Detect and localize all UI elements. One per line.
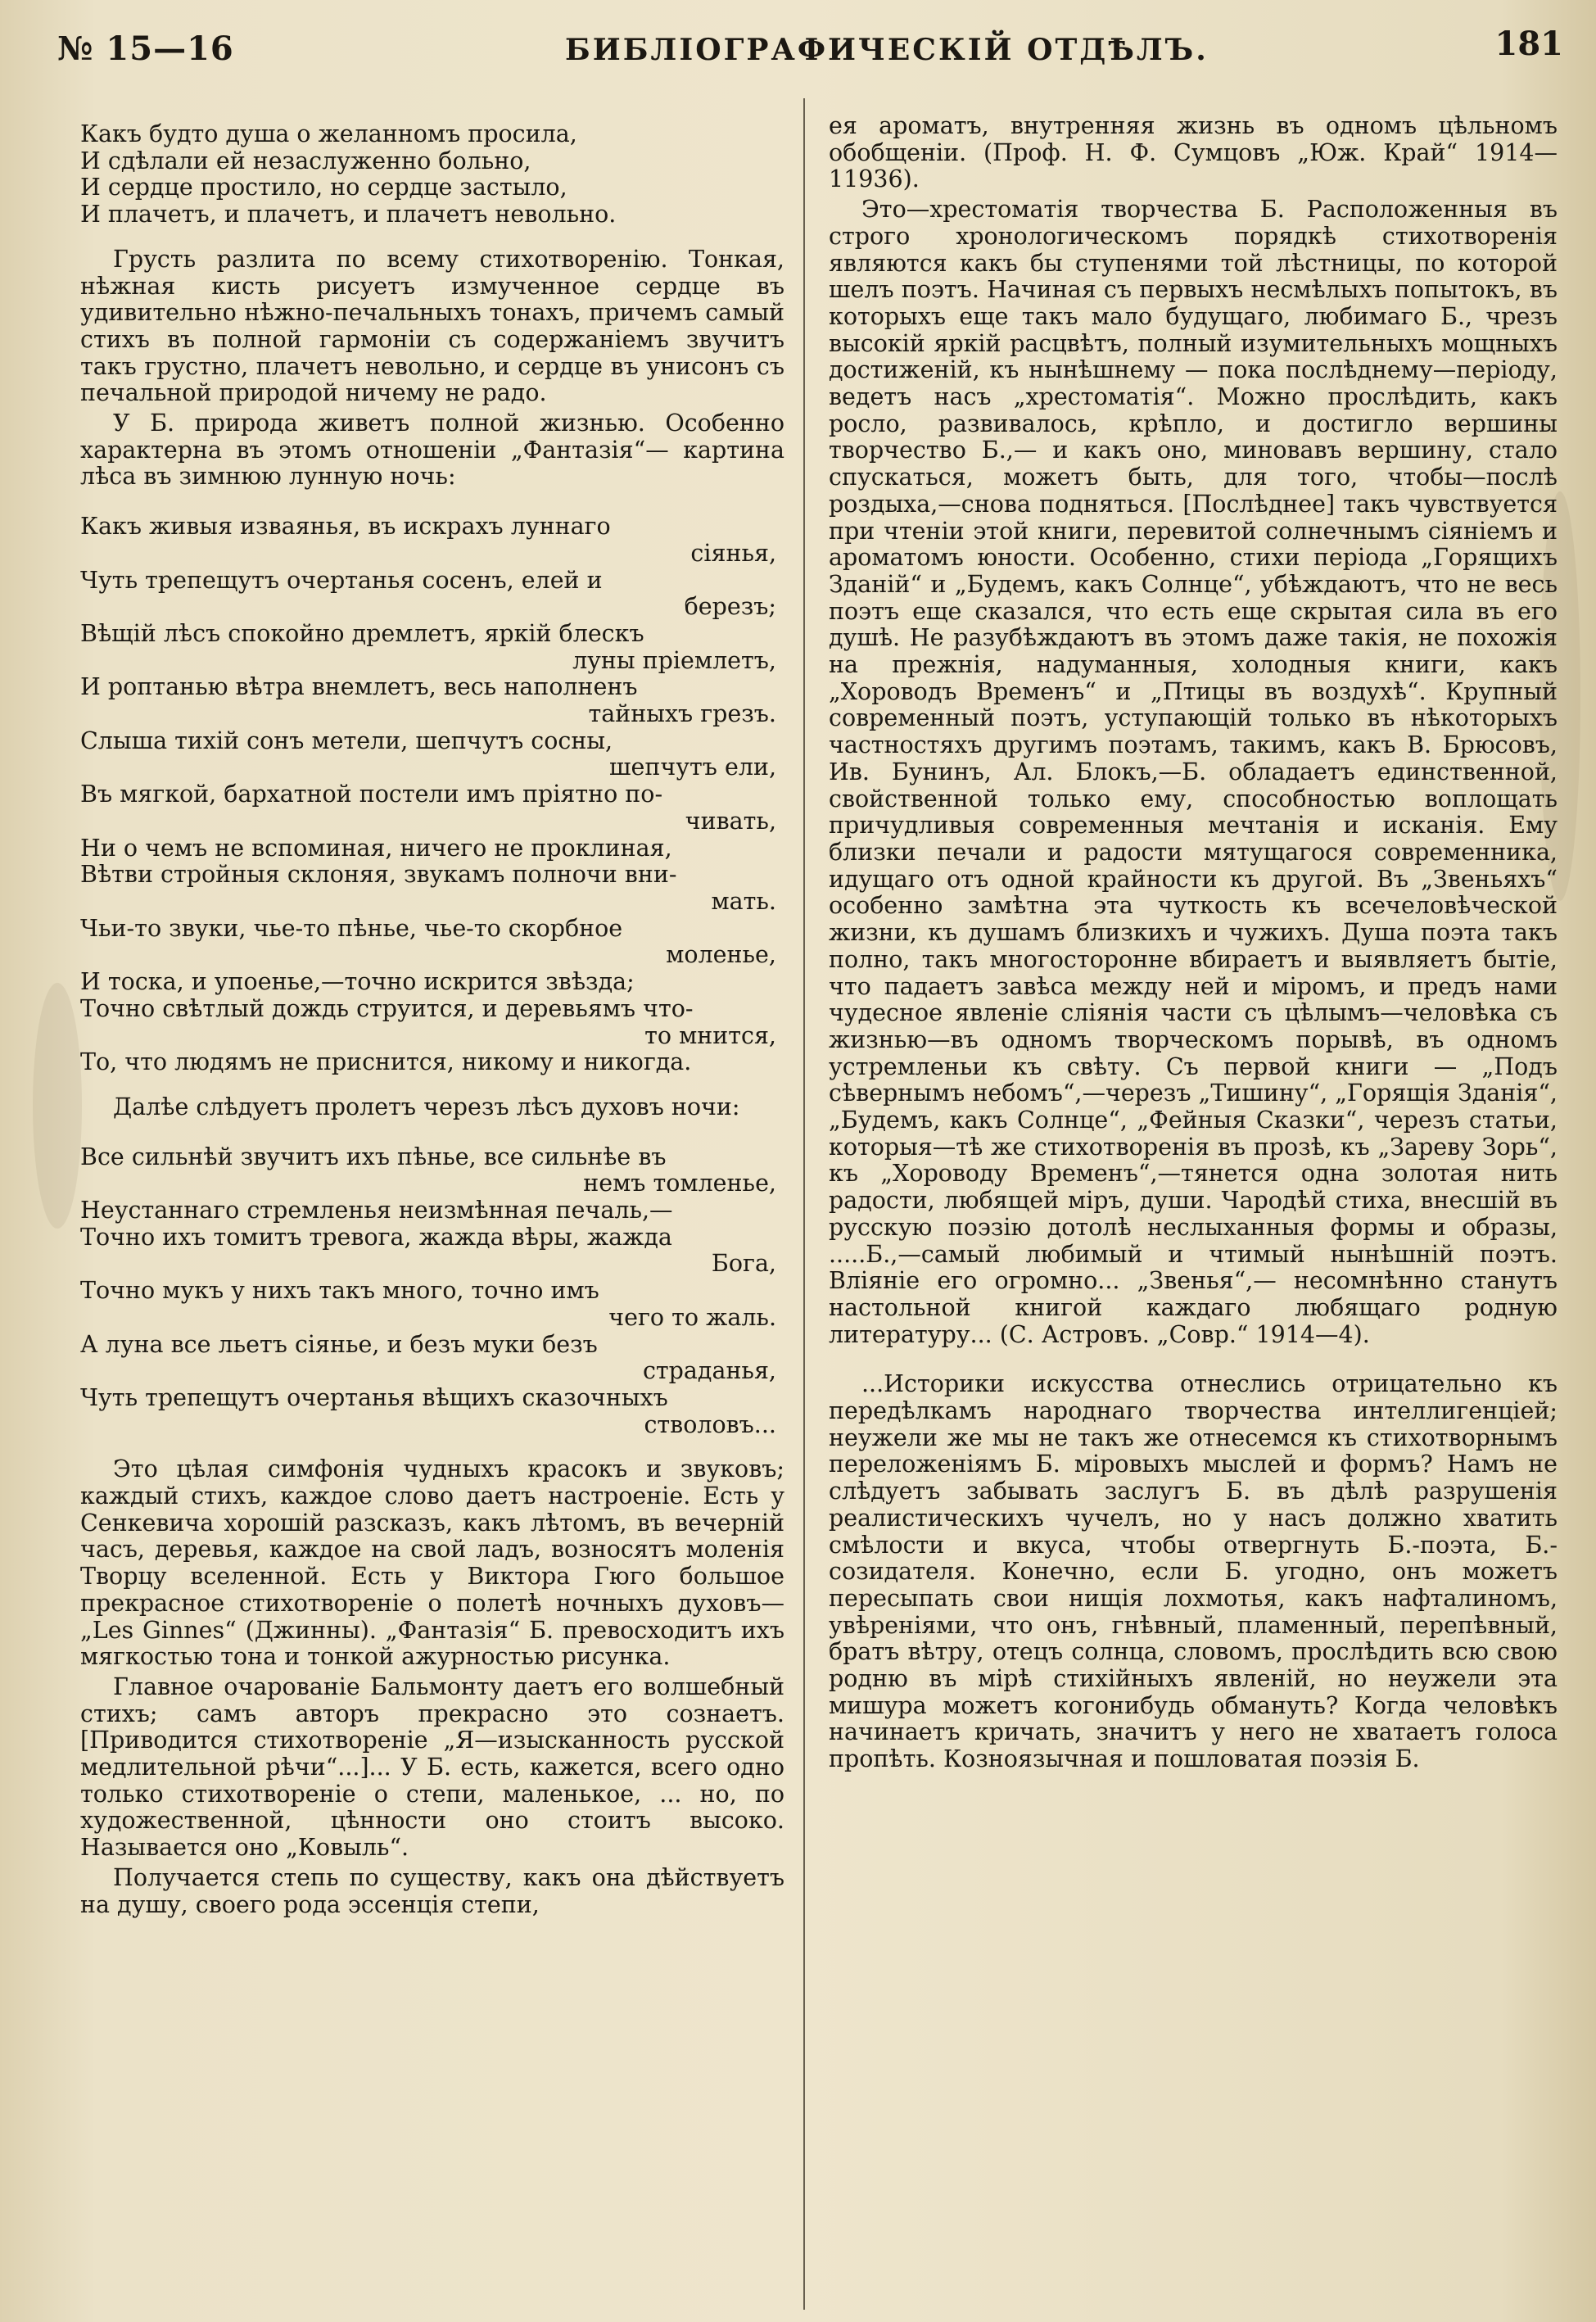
verse-line: мать. [711, 887, 776, 915]
verse-line: Какъ живыя изваянья, въ искрахъ луннаго [80, 513, 611, 541]
paragraph: Грусть разлита по всему стихотворенію. Тонкая, нѣжная кисть рисуетъ измученное сердце въ удивительно нѣжно-печальныхъ тонахъ, причемъ самый стихъ въ полной гармоніи съ содержаніемъ звучитъ такъ грустно, плачетъ невольно, и сердце въ унисонъ съ печальной природой ничему не радо. [80, 245, 784, 407]
paragraph: ея ароматъ, внутренняя жизнь въ одномъ цѣльномъ обобщеніи. (Проф. Н. Ф. Сумцовъ „Юж. Край“ 1914—11936). [829, 113, 1558, 193]
verse-line: немъ томленье, [583, 1170, 776, 1197]
verse-line: Вѣтви стройныя склоняя, звукамъ полночи вни- [80, 861, 677, 889]
verse-line: И сердце простило, но сердце застыло, [80, 174, 567, 201]
verse-line: Бога, [711, 1250, 776, 1278]
section-title: БИБЛІОГРАФИЧЕСКІЙ ОТДѢЛЪ. [565, 33, 1209, 67]
paragraph: Далѣе слѣдуетъ пролетъ черезъ лѣсъ духовъ ночи: [113, 1093, 740, 1120]
verse-line: Чуть трепещутъ очертанья вѣщихъ сказочныхъ [80, 1383, 668, 1411]
verse-line: Точно мукъ у нихъ такъ много, точно имъ [80, 1277, 599, 1305]
verse-line: чего то жаль. [608, 1303, 776, 1331]
verse-line: моленье, [666, 941, 776, 969]
verse-spirits [80, 1144, 784, 1439]
paragraph: Главное очарованіе Бальмонту даетъ его волшебный стихъ; самъ авторъ прекрасно это сознаетъ. [Приводится стихотвореніе „Я—изысканность русской медлительной рѣчи“...]... У Б. есть, кажется, всего одно только стихотвореніе о степи, маленькое, ... но, по художественной, цѣнности оно стоитъ высоко. Называется оно „Ковыль“. [80, 1672, 784, 1862]
verse-line: И плачетъ, и плачетъ, и плачетъ невольно. [80, 201, 617, 229]
verse-line: Ни о чемъ не вспоминая, ничего не проклиная, [80, 834, 672, 862]
verse-line: Все сильнѣй звучитъ ихъ пѣнье, все сильнѣе въ [80, 1143, 667, 1170]
left-column [80, 121, 784, 2316]
page-number: 181 [1494, 25, 1563, 63]
verse-line: И роптанью вѣтра внемлетъ, весь наполненъ [80, 673, 638, 701]
verse-line: то мнится, [644, 1021, 776, 1049]
verse-line: тайныхъ грезъ. [588, 700, 776, 728]
verse-line: И сдѣлали ей незаслуженно больно, [80, 147, 531, 174]
column-divider [803, 98, 805, 2310]
verse-fantasia [80, 514, 784, 1076]
verse-line: Чуть трепещутъ очертанья сосенъ, елей и [80, 566, 603, 594]
paragraph: ...Историки искусства отнеслись отрицательно къ передѣлкамъ народнаго творчества интеллигенціей; неужели же мы не такъ же отнесемся къ стихотворнымъ переложеніямъ Б. міровыхъ мыслей и формъ? Намъ не слѣдуетъ забывать заслугъ Б. въ дѣлѣ разрушенія реалистическихъ чучелъ, но у насъ должно хватить смѣлости и вкуса, чтобы отвергнуть Б.-поэта, Б.-созидателя. Конечно, если Б. угодно, онъ можетъ пересыпать свои нищія лохмотья, какъ нафталиномъ, увѣреніями, что онъ, гнѣвный, пламенный, перепѣвный, братъ вѣтру, отецъ солнца, словомъ, прослѣдить всю свою родню въ мірѣ стихійныхъ явленій, но неужели эта мишура можетъ когонибудь обмануть? Когда человѣкъ начинаетъ кричать, значитъ у него не хватаетъ голоса пропѣть. Козноязычная и пошловатая поэзія Б. [829, 1370, 1558, 1773]
verse-line: луны пріемлетъ, [572, 646, 776, 674]
page-header [57, 25, 1563, 79]
verse-line: чивать, [685, 807, 776, 835]
paragraph: Это цѣлая симфонія чудныхъ красокъ и звуковъ; каждый стихъ, каждое слово даетъ настроеніе. Есть у Сенкевича хорошій разсказъ, какъ лѣтомъ, въ вечерній часъ, деревья, каждое на свой ладъ, возносятъ моленія Творцу вселенной. Есть у Виктора Гюго большое прекрасное стихотвореніе о полетѣ ночныхъ духовъ—„Les Ginnes“ (Джинны). „Фантазія“ Б. превосходитъ ихъ мягкостью тона и тонкой ажурностью рисунка. [80, 1455, 784, 1671]
verse-line: А луна все льетъ сіянье, и безъ муки безъ [80, 1330, 598, 1358]
verse-line: березъ; [684, 593, 776, 621]
verse-line: Въ мягкой, бархатной постели имъ пріятно по- [80, 781, 663, 808]
verse-line: Неустаннаго стремленья неизмѣнная печаль,— [80, 1197, 673, 1224]
paragraph: У Б. природа живетъ полной жизнью. Особенно характерна въ этомъ отношеніи „Фантазія“— картина лѣса въ зимнюю лунную ночь: [80, 410, 784, 491]
verse-line: То, что людямъ не приснится, никому и никогда. [80, 1048, 692, 1076]
paragraph: Это—хрестоматія творчества Б. Расположенныя въ строго хронологическомъ порядкѣ стихотворенія являются какъ бы ступенями той лѣстницы, по которой шелъ поэтъ. Начиная съ первыхъ несмѣлыхъ попытокъ, въ которыхъ еще такъ мало будущаго, любимаго Б., чрезъ высокій яркій расцвѣтъ, полный изумительныхъ мощныхъ достиженій, къ нынѣшнему — пока послѣднему—періоду, ведетъ насъ „хрестоматія“. Можно прослѣдить, какъ росло, развивалось, крѣпло, и достигло вершины творчество Б.,— и какъ оно, миновавъ вершину, стало спускаться, можетъ быть, для того, чтобы—послѣ роздыха,—снова подняться. [Послѣднее] такъ чувствуется при чтеніи этой книги, перевитой солнечнымъ сіяніемъ и ароматомъ юности. Особенно, стихи періода „Горящихъ Зданій“ и „Будемъ, какъ Солнце“, убѣждаютъ, что не весь поэтъ еще сказался, что есть еще скрытая сила въ его душѣ. Не разубѣждаютъ въ этомъ даже такія, не похожія на прежнія, надуманныя, холодныя книги, какъ „Хороводъ Временъ“ и „Птицы въ воздухѣ“. Крупный современный поэтъ, уступающій только въ нѣкоторыхъ частностяхъ другимъ поэтамъ, такимъ, какъ В. Брюсовъ, Ив. Бунинъ, Ал. Блокъ,—Б. обладаетъ единственной, свойственной только ему, способностью воплощать причудливыя современныя мечтанія и исканія. Ему близки печали и радости мятущагося современника, идущаго отъ одной крайности къ другой. Въ „Звеньяхъ“ особенно замѣтна эта чуткость къ всечеловѣческой жизни, къ душамъ близкихъ и чужихъ. Душа поэта такъ полно, такъ многосторонне вбираетъ и выявляетъ бытіе, что падаетъ завѣса между ней и міромъ, и предъ нами чудесное явленіе слiянія части съ цѣлымъ—человѣка съ жизнью—въ одномъ творческомъ порывѣ, въ одномъ устремленьи къ свѣту. Съ первой книги — „Подъ сѣвернымъ небомъ“,—черезъ „Тишину“, „Горящія Зданія“, „Будемъ, какъ Солнце“, „Фейныя Сказки“, черезъ статьи, которыя—тѣ же стихотворенія въ прозѣ, къ „Зареву Зорь“, къ „Хороводу Временъ“,—тянется одна золотая нить радости, любящей міръ, души. Чародѣй стиха, внесшій въ русскую поэзію дотолѣ неслыханныя формы и образы, .....Б.,—самый любимый и чтимый нынѣшній поэтъ. Вліяніе его огромно... „Звенья“,— несомнѣнно станутъ настольной книгой каждаго любящаго родную литературу... (С. Астровъ. „Совр.“ 1914—4). [829, 196, 1558, 1348]
verse-line: сіянья, [690, 539, 776, 567]
verse-line: стволовъ... [644, 1410, 776, 1438]
verse-1 [80, 121, 784, 229]
issue-number: № 15—16 [57, 29, 234, 68]
verse-line: страданья, [642, 1357, 776, 1385]
paragraph: Получается степь по существу, какъ она дѣйствуетъ на душу, своего рода эссенція степи, [80, 1863, 784, 1918]
verse-line: Чьи-то звуки, чье-то пѣнье, чье-то скорбное [80, 914, 623, 942]
verse-line: Точно ихъ томитъ тревога, жажда вѣры, жажда [80, 1223, 672, 1251]
verse-line: И тоска, и упоенье,—точно искрится звѣзда; [80, 968, 635, 996]
verse-line: шепчутъ ели, [609, 754, 776, 781]
verse-line: Вѣщій лѣсъ спокойно дремлетъ, яркій блескъ [80, 619, 644, 647]
verse-line: Какъ будто душа о желанномъ просила, [80, 121, 577, 147]
right-column [829, 113, 1558, 2308]
verse-line: Слыша тихій сонъ метели, шепчутъ сосны, [80, 726, 613, 754]
verse-line: Точно свѣтлый дождь струится, и деревьямъ что- [80, 994, 694, 1022]
